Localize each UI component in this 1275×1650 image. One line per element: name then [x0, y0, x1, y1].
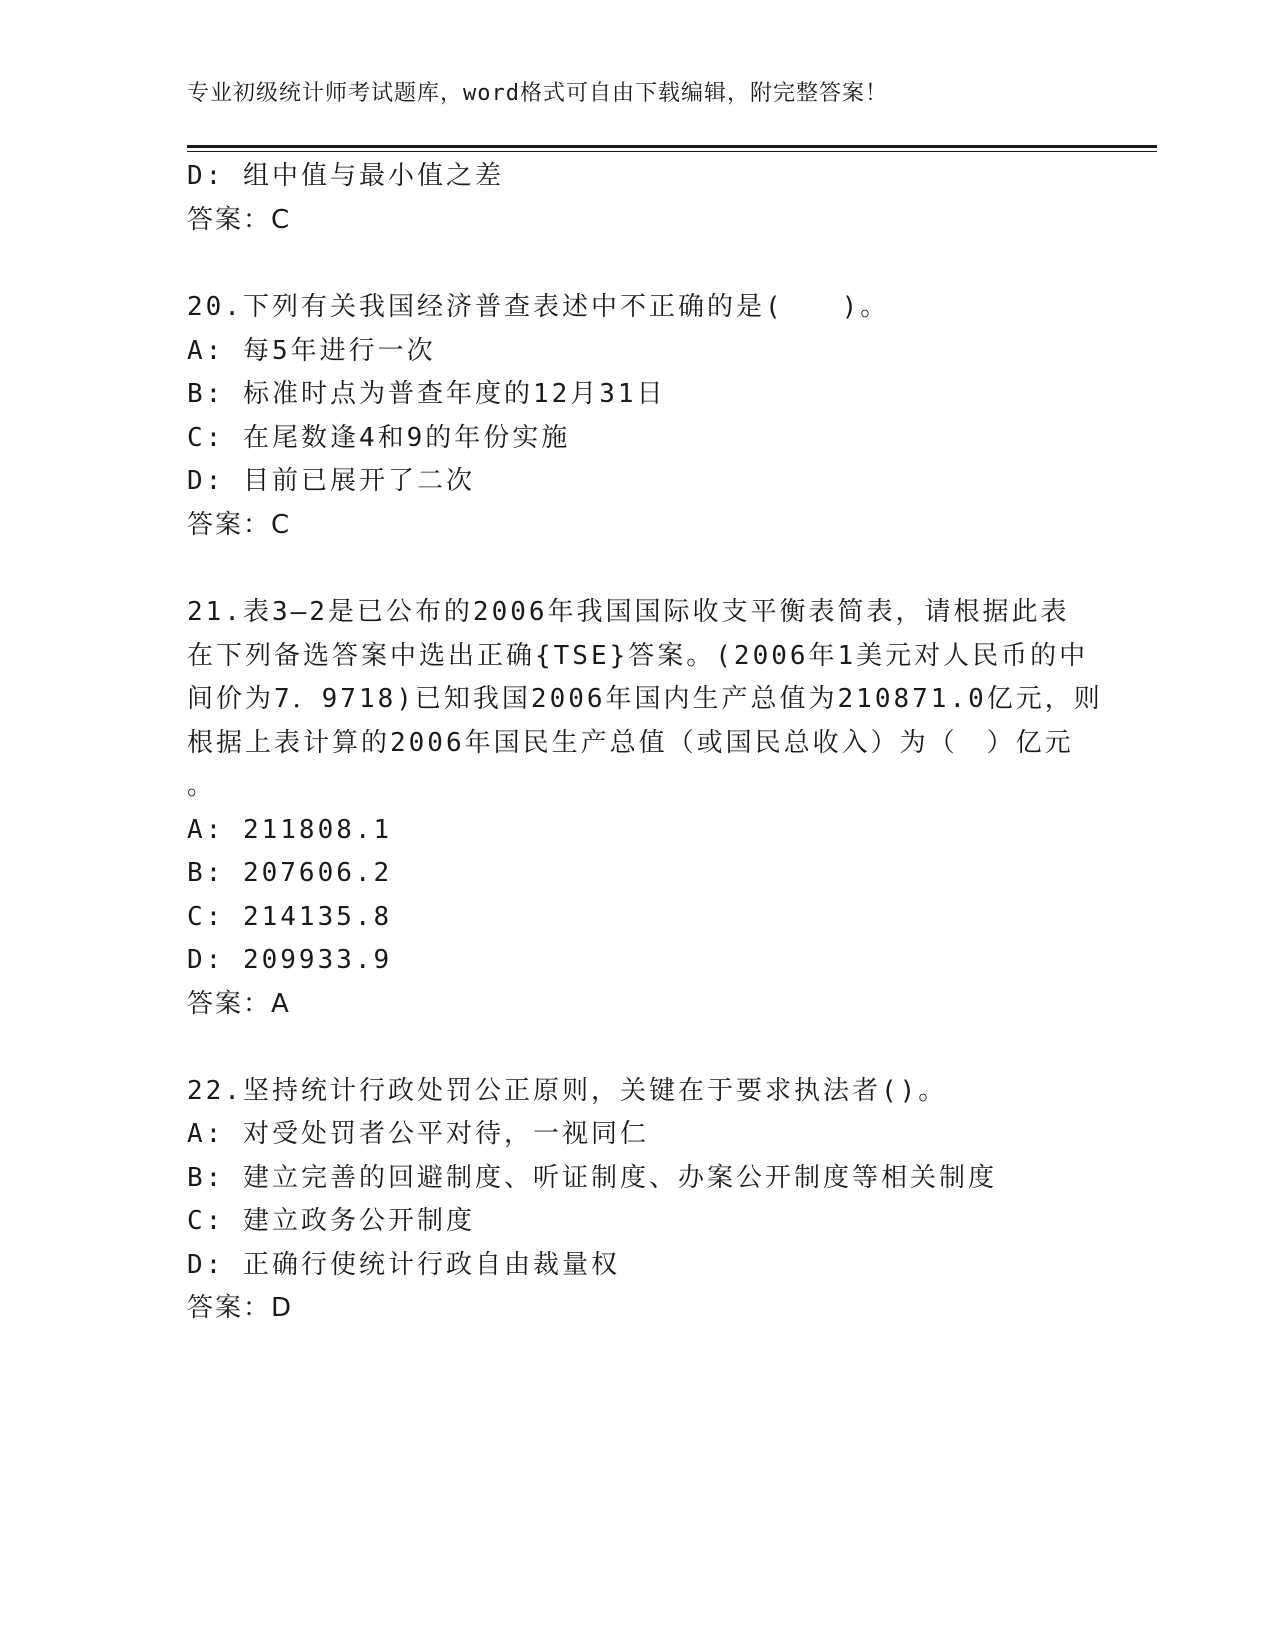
q21-stem-line-1: 21.表3—2是已公布的2006年我国国际收支平衡表简表，请根据此表: [187, 597, 1070, 627]
q20-stem: 20.下列有关我国经济普查表述中不正确的是( )。: [187, 292, 890, 322]
q22-stem: 22.坚持统计行政处罚公正原则，关键在于要求执法者()。: [187, 1076, 948, 1106]
q19-answer: 答案：C: [187, 205, 292, 235]
q21-stem-line-4: 根据上表计算的2006年国民生产总值（或国民总收入）为（ ）亿元: [187, 728, 1074, 758]
q21-stem-line-3: 间价为7．9718)已知我国2006年国内生产总值为210871.0亿元，则: [187, 684, 1103, 714]
q22-answer: 答案：D: [187, 1293, 294, 1323]
q20-option-b: B: 标准时点为普查年度的12月31日: [187, 379, 666, 409]
header-divider-thick: [187, 145, 1157, 148]
q20-answer: 答案：C: [187, 510, 292, 540]
q21-option-d: D: 209933.9: [187, 945, 393, 975]
q21-answer: 答案：A: [187, 989, 291, 1019]
q22-option-c: C: 建立政务公开制度: [187, 1206, 475, 1236]
q21-option-a: A: 211808.1: [187, 815, 393, 845]
q22-option-d: D: 正确行使统计行政自由裁量权: [187, 1250, 620, 1280]
q22-option-a: A: 对受处罚者公平对待，一视同仁: [187, 1119, 649, 1149]
header-divider-thin: [187, 151, 1157, 152]
q22-option-b: B: 建立完善的回避制度、听证制度、办案公开制度等相关制度: [187, 1163, 997, 1193]
page-header: 专业初级统计师考试题库，word格式可自由下载编辑，附完整答案！: [187, 81, 888, 106]
q20-option-d: D: 目前已展开了二次: [187, 466, 475, 496]
q21-option-c: C: 214135.8: [187, 902, 393, 932]
q21-stem-line-5: 。: [187, 771, 217, 801]
q21-option-b: B: 207606.2: [187, 858, 393, 888]
q20-option-c: C: 在尾数逢4和9的年份实施: [187, 423, 571, 453]
q21-stem-line-2: 在下列备选答案中选出正确{TSE}答案。(2006年1美元对人民币的中: [187, 641, 1089, 671]
q20-option-a: A: 每5年进行一次: [187, 336, 436, 366]
q19-option-d: D: 组中值与最小值之差: [187, 161, 504, 191]
